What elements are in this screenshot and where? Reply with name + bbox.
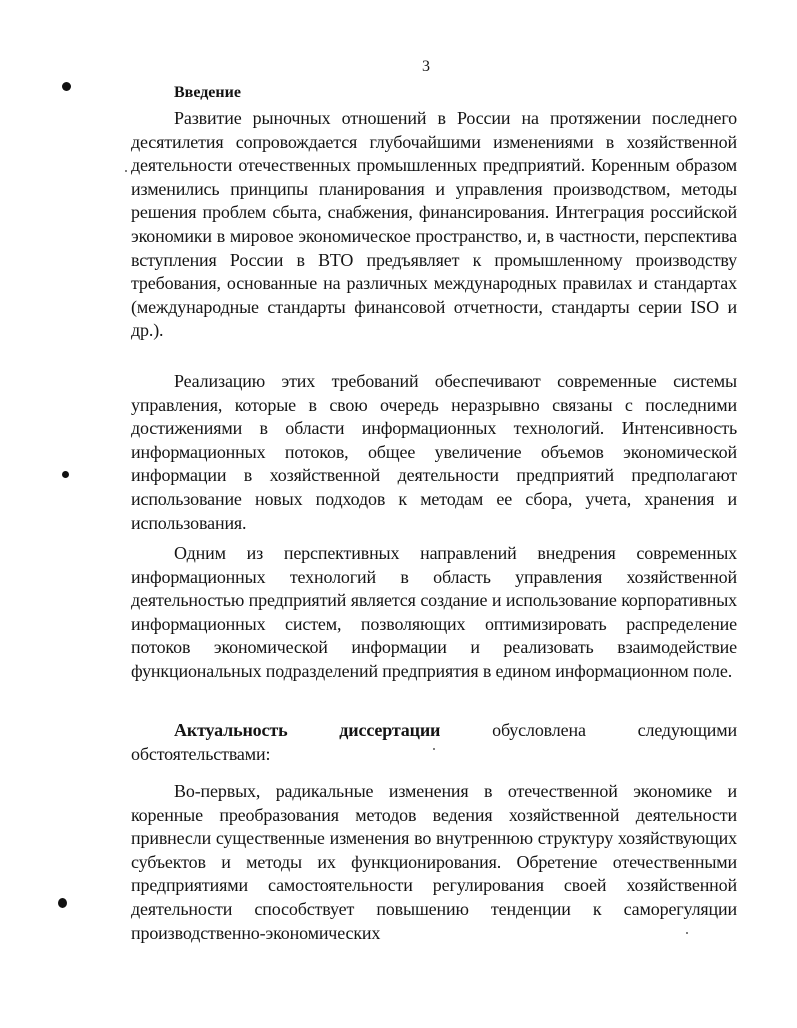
paragraph-1: Развитие рыночных отношений в России на протяжении последнего десятилетия сопровождается глубочайшими изменениями в хозяйственной деятельности отечественных промышленных предприятий. Коренным образом изменились принципы планирования и управления производством, методы решения проблем сбыта, снабжения, финансирования. Интеграция российской экономики в мировое экономическое пространство, и, в частности, перспектива вступления России в ВТО предъявляет к промышленному производству требования, основанные на различных международных правилах и стандартах (международные стандарты финансовой отчетности, стандарты серии ISO и др.). (131, 108, 737, 341)
section-heading: Введение (174, 84, 241, 101)
scan-speck (686, 932, 688, 934)
paragraph-5: Во-первых, радикальные изменения в отечественной экономике и коренные преобразования методов ведения хозяйственной деятельности привнесли существенные изменения во внутреннюю структуру хозяйствующих субъектов и методы их функционирования. Обретение отечественными предприятиями самостоятельности регулирования своей хозяйственной деятельности способствует повышению тенденции к саморегуляции производственно-экономических (131, 781, 737, 943)
paragraph-4-bold-lead: Актуальность диссертации (174, 720, 441, 740)
paragraph-3: Одним из перспективных направлений внедрения современных информационных технологий в область управления хозяйственной деятельностью предприятий является создание и использование корпоративных информационных систем, позволяющих оптимизировать распределение потоков экономической информации и реализовать взаимодействие функциональных подразделений предприятия в едином информационном поле. (131, 543, 737, 681)
paragraph-2: Реализацию этих требований обеспечивают современные системы управления, которые в свою очередь неразрывно связаны с последними достижениями в области информационных технологий. Интенсивность информационных потоков, общее увеличение объемов экономической информации в хозяйственной деятельности предприятий предполагают использование новых подходов к методам ее сбора, учета, хранения и использования. (131, 371, 737, 533)
scan-speck (433, 748, 435, 750)
binding-hole-mark-top (62, 82, 71, 91)
scan-speck (125, 170, 127, 172)
paragraph-4 (131, 719, 737, 766)
binding-hole-mark-bottom (58, 898, 67, 908)
binding-hole-mark-middle (62, 471, 69, 478)
paragraph-4-text: обусловлена следующими обстоятельствами: (131, 720, 737, 764)
page-number: 3 (422, 58, 430, 75)
